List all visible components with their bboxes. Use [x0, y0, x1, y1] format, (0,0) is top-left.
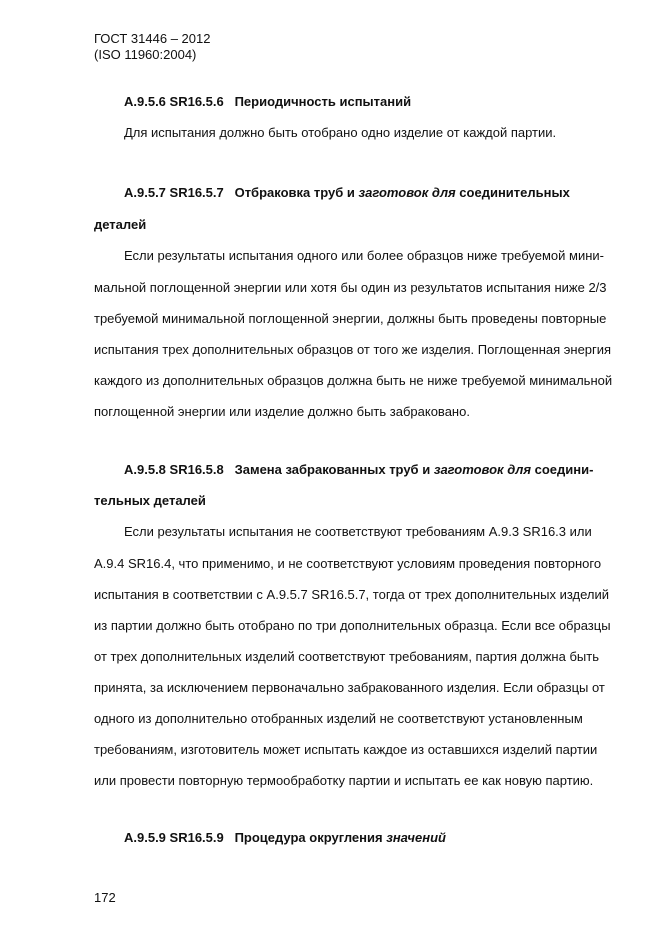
paragraph-line: из партии должно быть отобрано по три дополнительных образца. Если все образцы [94, 618, 611, 633]
paragraph-line: от трех дополнительных изделий соответствуют требованиям, партия должна быть [94, 649, 599, 664]
paragraph-line: Для испытания должно быть отобрано одно изделие от каждой партии. [124, 125, 557, 140]
section-heading-a956 [124, 94, 411, 110]
paragraph-line: или провести повторную термообработку партии и испытать ее как новую партию. [94, 773, 594, 788]
section-title-part: Процедура округления [234, 830, 387, 845]
paragraph-line: принята, за исключением первоначально забракованного изделия. Если образцы от [94, 680, 605, 695]
paragraph-line: A.9.4 SR16.4, что применимо, и не соответствуют условиям проведения повторного [94, 556, 602, 571]
paragraph-line: одного из дополнительно отобранных изделий не соответствуют установленным [94, 711, 583, 726]
section-title-part: Отбраковка труб и [234, 185, 359, 200]
section-number: A.9.5.6 SR16.5.6 [124, 94, 224, 109]
paragraph-line: поглощенной энергии или изделие должно быть забраковано. [94, 404, 470, 419]
section-heading-a958 [124, 462, 593, 478]
paragraph-line: требованиям, изготовитель может испытать каждое из оставшихся изделий партии [94, 742, 598, 757]
section-title-part: соедини- [531, 462, 594, 477]
section-heading-a957 [124, 185, 570, 201]
page-number: 172 [94, 890, 116, 905]
paragraph-line: каждого из дополнительных образцов должна быть не ниже требуемой минимальной [94, 373, 613, 388]
paragraph-line: мальной поглощенной энергии или хотя бы один из результатов испытания ниже 2/3 [94, 280, 607, 295]
section-title-part: соединительных [455, 185, 570, 200]
section-number: A.9.5.7 SR16.5.7 [124, 185, 224, 200]
paragraph-line: испытания трех дополнительных образцов от того же изделия. Поглощенная энергия [94, 342, 612, 357]
section-title-italic: заготовок для [433, 462, 532, 477]
section-title-italic: заготовок для [358, 185, 456, 200]
section-number: A.9.5.9 SR16.5.9 [124, 830, 224, 845]
section-number: A.9.5.8 SR16.5.8 [124, 462, 224, 477]
paragraph-line: Если результаты испытания одного или более образцов ниже требуемой мини- [124, 248, 604, 263]
paragraph-line: испытания в соответствии с A.9.5.7 SR16.5.7, тогда от трех дополнительных изделий [94, 587, 610, 602]
section-title-italic: значений [386, 830, 446, 845]
section-heading-a959 [124, 830, 446, 846]
section-title-continuation: тельных деталей [94, 493, 206, 508]
paragraph-line: Если результаты испытания не соответствуют требованиям A.9.3 SR16.3 или [124, 524, 592, 539]
section-title-part: Замена забракованных труб и [234, 462, 434, 477]
paragraph-line: требуемой минимальной поглощенной энергии, должны быть проведены повторные [94, 311, 607, 326]
document-iso-reference: (ISO 11960:2004) [94, 47, 197, 62]
section-title-continuation: деталей [94, 217, 147, 232]
document-standard-number: ГОСТ 31446 – 2012 [94, 31, 211, 46]
section-title: Периодичность испытаний [234, 94, 412, 109]
